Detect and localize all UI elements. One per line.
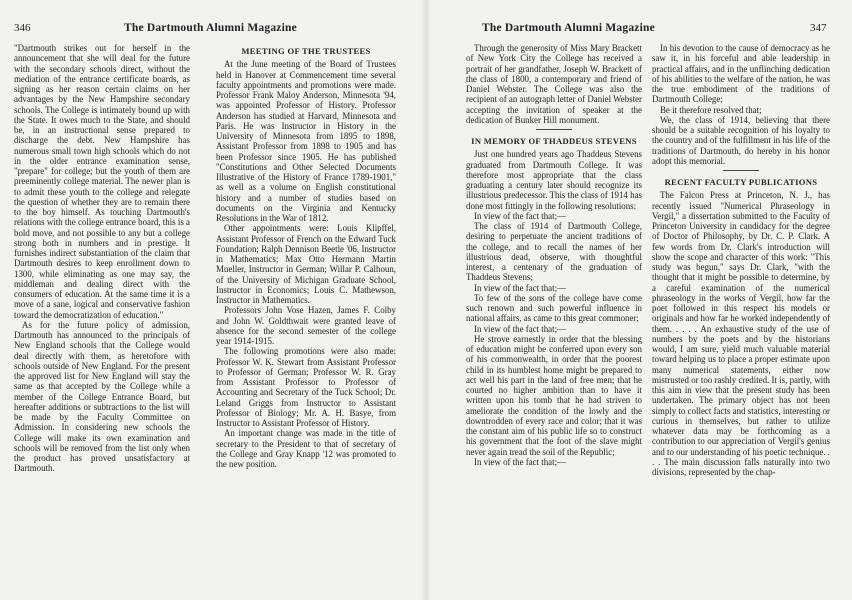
left-column-2 bbox=[216, 43, 396, 469]
paragraph: Professors John Vose Hazen, James F. Colby and John W. Goldthwait were granted leave of absence for the second semester of the college year 1914-1915. bbox=[216, 305, 396, 346]
paragraph: To few of the sons of the college have come such renown and such powerful influence in national affairs, as came to this great commoner; bbox=[466, 292, 642, 324]
right-page-number: 347 bbox=[810, 22, 827, 34]
right-running-title: The Dartmouth Alumni Magazine bbox=[482, 22, 655, 34]
paragraph: In view of the fact that;— bbox=[474, 456, 566, 467]
paragraph: At the June meeting of the Board of Trustees held in Hanover at Commencement time several faculty appointments and promotions were made. Professor Frank Maloy Anderson, Minnesota '94, was appointed Professor of History. Professor Anderson has studied at Harvard, Minnesota and Paris. He was Instructor in History in the University of Minnesota from 1895 to 1898, Assistant Professor from 1898 to 1905 and has been Professor since 1905. He has published "Constitutions and Other Selected Documents Illustrative of the History of France 1789-1901," as well as a volume on English constitutional history and a number of studies based on documents on the Virginia and Kentucky Resolutions in the War of 1812. bbox=[216, 59, 396, 223]
section-heading-publications: RECENT FACULTY PUBLICATIONS bbox=[664, 177, 818, 187]
left-column-1 bbox=[14, 43, 190, 474]
paragraph: In his devotion to the cause of democracy as he saw it, in his forceful and able leadership in practical affairs, and in the unflinching dedication of his abilities to the welfare of the nation, he was the true embodiment of the traditions of Dartmouth College; bbox=[652, 43, 830, 105]
paragraph: In view of the fact that;— bbox=[474, 323, 566, 334]
paragraph: "Dartmouth strikes out for herself in the announcement that she will deal for the future with the secondary schools direct, without the mediation of the entrance certificate boards, as signing as her reason certain claims on her advantages by the New Hampshire secondary schools. The College is intimately bound up with the State. It owes much to the State, and should be, in an instructional sense prepared to discharge the debt. New Hampshire has numerous small town high schools which do not in the older entrance examination sense, "prepare" for college; but the youth of them are preeminently college material. The newer plan is to admit these youth to the college and relegate the question of whether they are to remain there to the boy himself. As touching Dartmouth's relations with the college entrance board, this is a bold move, and not possible to any but a college strong both in numbers and in prestige. It furnishes indirect substantiation of the claim that Dartmouth desires to keep enrollment down to 1300, while eliminating as one may say, the middleman and dealing direct with the consumers of education. At the same time it is a move of a sane, logical and conservative fashion toward the democratization of education." bbox=[14, 43, 190, 320]
paragraph: In view of the fact that;— bbox=[474, 282, 566, 293]
paragraph: The class of 1914 of Dartmouth College, desiring to perpetuate the ancient traditions of the college, and to recall the names of her illustrious dead, observe, with thoughtful interest, a centenary of the graduation of Thaddeus Stevens; bbox=[466, 221, 642, 283]
section-heading-stevens: IN MEMORY OF THADDEUS STEVENS bbox=[471, 136, 637, 146]
right-column-1 bbox=[466, 43, 642, 467]
paragraph: The Falcon Press at Princeton, N. J., has recently issued "Numerical Phraseology in Vergil," a dissertation submitted to the Faculty of Princeton University in candidacy for the degree of Doctor of Philosophy, by Dr. C. P. Clark. A few words from Dr. Clark's introduction will show the scope and character of this work: "This study was begun," says Dr. Clark, "with the thought that it might be possible to determine, by a careful examination of the numerical phraseology in the works of Vergil, how far the poet followed in this respect his models or originals and how far he worked independently of them. . . . . An exhaustive study of the use of numbers by the poets and by the historians would, I am sure, yield much valuable material toward helping us to place a proper estimate upon many numerical statements, either now mistrusted or too rashly credited. It is, partly, with this aim in view that the present study has been undertaken. The primary object has not been simply to collect facts and statistics, interesting or curious in themselves, but rather to utilize whatever data may be forthcoming as a contribution to our appreciation of Vergil's genius and to our understanding of his poetic technique. . . . The main discussion falls naturally into two divisions, represented by the chap- bbox=[652, 190, 830, 477]
paragraph: Through the generosity of Miss Mary Brackett of New York City the College has received a portrait of her grandfather, Joseph W. Brackett of the class of 1800, a contemporary and friend of Daniel Webster. The College was also the recipient of an autograph letter of Daniel Webster accepting the invitation of speaker at the dedication of Bunker Hill monument. bbox=[466, 43, 642, 125]
left-page-number: 346 bbox=[14, 22, 31, 34]
paragraph: He strove earnestly in order that the blessing of education might be conferred upon every son of his commonwealth, in order that the poorest child in its humblest home might be prepared to act well his part in the land of free men; that he courted no higher ambition than to have it written upon his tomb that he had striven to ameliorate the condition of the lowly and the downtrodden of every race and color; that it was the constant aim of his public life so to construct his government that the foot of the slave might never again tread the soil of the Republic; bbox=[466, 333, 642, 457]
paragraph: The following promotions were also made: Professor W. K. Stewart from Assistant Professor to Professor of German; Professor W. R. Gray from Assistant Professor to Professor of Accounting and Secretary of the Tuck School; Dr. Leland Griggs from Instructor to Assistant Professor of Biology; Mr. A. H. Basye, from Instructor to Assistant Professor of History. bbox=[216, 346, 396, 428]
divider bbox=[536, 129, 572, 130]
paragraph: We, the class of 1914, believing that there should be a suitable recognition of his loyalty to the country and of the fulfillment in his life of the traditions of Dartmouth, do hereby in his honor adopt this memorial. bbox=[652, 114, 830, 166]
paragraph: In view of the fact that;— bbox=[474, 210, 566, 221]
paragraph: An important change was made in the title of secretary to the President to that of secretary of the College and Gray Knapp '12 was promoted to the new position. bbox=[216, 428, 396, 469]
paragraph: Other appointments were: Louis Klipffel, Assistant Professor of French on the Edward Tuck Foundation; Ralph Dennison Beetle '06, Instructor in Mathematics; Max Otto Hermann Martin Mueller, Instructor in German; Willar P. Calhoun, of the University of Michigan Graduate School, Instructor in Economics; Louis C. Mathewson, Instructor in Mathematics. bbox=[216, 223, 396, 305]
paragraph: As for the future policy of admission, Dartmouth has announced to the principals of New England schools that the College would deal directly with them, as heretofore with schools outside of New England. For the present the approved list for New England will stay the same as that accepted by the College while a member of the College Entrance Board, but hereafter additions or subtractions to the list will be made by the Faculty Committee on Admission. In considering new schools the College will make its own examination and schools will be removed from the list only when the product has proved unsatisfactory at Dartmouth. bbox=[14, 319, 190, 474]
section-heading-trustees: MEETING OF THE TRUSTEES bbox=[241, 46, 371, 56]
divider bbox=[723, 170, 759, 171]
paragraph: Just one hundred years ago Thaddeus Stevens graduated from Dartmouth College. It was therefore most appropriate that the class graduating a century later should recognize its illustrious predecessor. This the class of 1914 has done most fittingly in the following resolutions: bbox=[466, 149, 642, 211]
paragraph: Be it therefore resolved that; bbox=[660, 104, 762, 115]
right-page bbox=[426, 0, 852, 600]
left-running-title: The Dartmouth Alumni Magazine bbox=[124, 22, 297, 34]
right-column-2 bbox=[652, 43, 830, 477]
